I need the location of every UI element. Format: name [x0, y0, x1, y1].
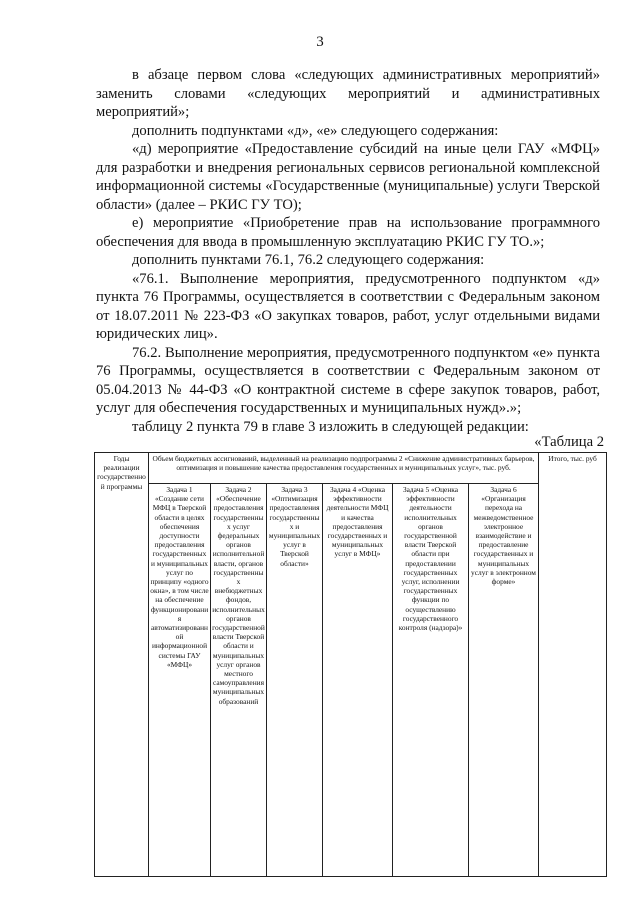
- table-header-row: [95, 453, 607, 484]
- paragraph: «д) мероприятие «Предоставление субсидий на иные цели ГАУ «МФЦ» для разработки и внедрения региональных сервисов региональной комплексной информационной системы «Государственные (муниципальные) услуги Тверской области» (далее – РКИС ГУ ТО);: [96, 141, 600, 213]
- task-5-header: Задача 5 «Оценка эффективности деятельности исполнительных органов государственной власти Тверской области при предоставлении государственных услуг, исполнении государственных функции по осуществлению государственного контроля (надзора)»: [393, 484, 469, 877]
- table-caption: «Таблица 2: [534, 434, 604, 450]
- total-column-header: Итого, тыс. руб: [539, 453, 607, 877]
- paragraph: таблицу 2 пункта 79 в главе 3 изложить в следующей редакции:: [132, 418, 529, 435]
- document-body: [96, 66, 600, 436]
- paragraph: дополнить пунктами 76.1, 76.2 следующего содержания:: [132, 252, 485, 268]
- paragraph: 76.2. Выполнение мероприятия, предусмотренного подпунктом «е» пункта 76 Программы, осуществляется в соответствии с Федеральным законом от 05.04.2013 № 44-ФЗ «О контрактной системе в сфере закупок товаров, работ, услуг для обеспечения государственных и муниципальных нужд».»;: [96, 344, 600, 416]
- page-number: 3: [316, 34, 324, 50]
- task-3-header: Задача 3 «Оптимизация предоставления государственных и муниципальных услуг в Тверской области»: [267, 484, 323, 877]
- task-6-header: Задача 6 «Организация перехода на межведомственное электронное взаимодействие и предоставление государственных и муниципальных услуг в электронном форме»: [469, 484, 539, 877]
- paragraph: «76.1. Выполнение мероприятия, предусмотренного подпунктом «д» пункта 76 Программы, осуществляется в соответствии с Федеральным законом от 18.07.2011 № 223-ФЗ «О закупках товаров, работ, услуг отдельными видами юридических лиц».: [96, 270, 600, 342]
- budget-table: [94, 452, 607, 877]
- paragraph: в абзаце первом слова «следующих административных мероприятий» заменить словами «следующих мероприятий и административных мероприятий»;: [96, 67, 600, 120]
- task-4-header: Задача 4 «Оценка эффективности деятельности МФЦ и качества предоставления государственных и муниципальных услуг в МФЦ»: [323, 484, 393, 877]
- task-1-header: Задача 1 «Создание сети МФЦ в Тверской области в целях обеспечения доступности предоставления государственных и муниципальных услуг по принципу «одного окна», в том числе на обеспечение функционирования автоматизированной информационной системы ГАУ «МФЦ»: [149, 484, 211, 877]
- budget-header: Объем бюджетных ассигнований, выделенный на реализацию подпрограммы 2 «Снижение административных барьеров, оптимизация и повышение качества предоставления государственных и муниципальных услуг», тыс. руб.: [149, 453, 539, 484]
- paragraph: дополнить подпунктами «д», «е» следующего содержания:: [132, 122, 499, 139]
- task-2-header: Задача 2 «Обеспечение предоставления государственных услуг федеральных органов исполнительной власти, органов государственных внебюджетных фондов, исполнительных органов государственной власти Тверской области и муниципальных услуг органов местного самоуправления муниципальных образований: [211, 484, 267, 877]
- paragraph: е) мероприятие «Приобретение прав на использование программного обеспечения для ввода в промышленную эксплуатацию РКИС ГУ ТО.»;: [96, 215, 600, 250]
- table-tasks-row: [95, 484, 607, 877]
- years-column-header: Годы реализации государственной программы: [95, 453, 149, 877]
